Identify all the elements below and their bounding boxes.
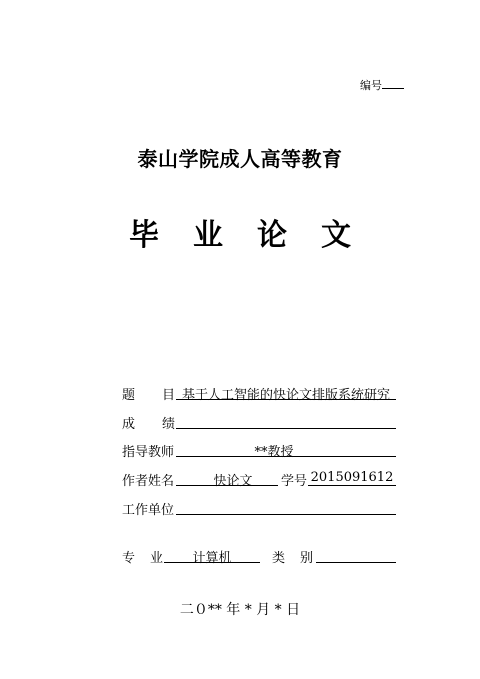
employer-value-line[interactable] — [176, 499, 396, 515]
document-title — [0, 210, 480, 254]
serial-label: 编号 — [360, 79, 382, 92]
date-line: 二０** 年 * 月 * 日 — [179, 602, 301, 618]
grade-label-b: 绩 — [162, 417, 176, 432]
major-value: 计算机 — [192, 551, 232, 566]
serial-blank[interactable] — [382, 78, 404, 89]
field-advisor — [0, 441, 480, 459]
author-value-line[interactable] — [176, 470, 278, 489]
major-label-b: 业 — [150, 551, 164, 566]
major-value-line[interactable] — [164, 547, 260, 566]
category-label-b: 别 — [300, 551, 314, 566]
student-id-value: 2015091612 — [310, 470, 394, 485]
title-value: 基于人工智能的快论文排版系统研究 — [181, 388, 390, 403]
title-label-a: 题 — [122, 388, 136, 403]
author-label: 作者姓名 — [122, 474, 175, 489]
advisor-value-line[interactable] — [176, 441, 396, 460]
advisor-value: **教授 — [254, 445, 294, 460]
institution-name: 泰山学院成人高等教育 — [137, 147, 343, 171]
grade-value-line[interactable] — [176, 413, 396, 429]
serial-number — [360, 77, 404, 93]
advisor-label: 指导教师 — [122, 445, 175, 460]
field-author — [0, 470, 480, 488]
field-major — [0, 547, 480, 565]
title-label-b: 目 — [162, 388, 176, 403]
employer-label: 工作单位 — [122, 503, 175, 518]
student-id-label: 学号 — [281, 474, 308, 489]
student-id-value-line[interactable] — [308, 470, 396, 486]
field-title — [0, 384, 480, 402]
field-grade — [0, 413, 480, 431]
major-label-a: 专 — [122, 551, 136, 566]
category-value-line[interactable] — [316, 547, 396, 563]
title-value-line[interactable] — [176, 384, 396, 403]
field-employer — [0, 499, 480, 517]
grade-label-a: 成 — [122, 417, 136, 432]
title-char-2: 业 — [193, 218, 223, 253]
category-label-a: 类 — [272, 551, 286, 566]
title-char-4: 文 — [321, 218, 351, 253]
title-char-3: 论 — [257, 218, 287, 253]
author-value: 快论文 — [213, 474, 253, 489]
title-char-1: 毕 — [129, 218, 159, 253]
